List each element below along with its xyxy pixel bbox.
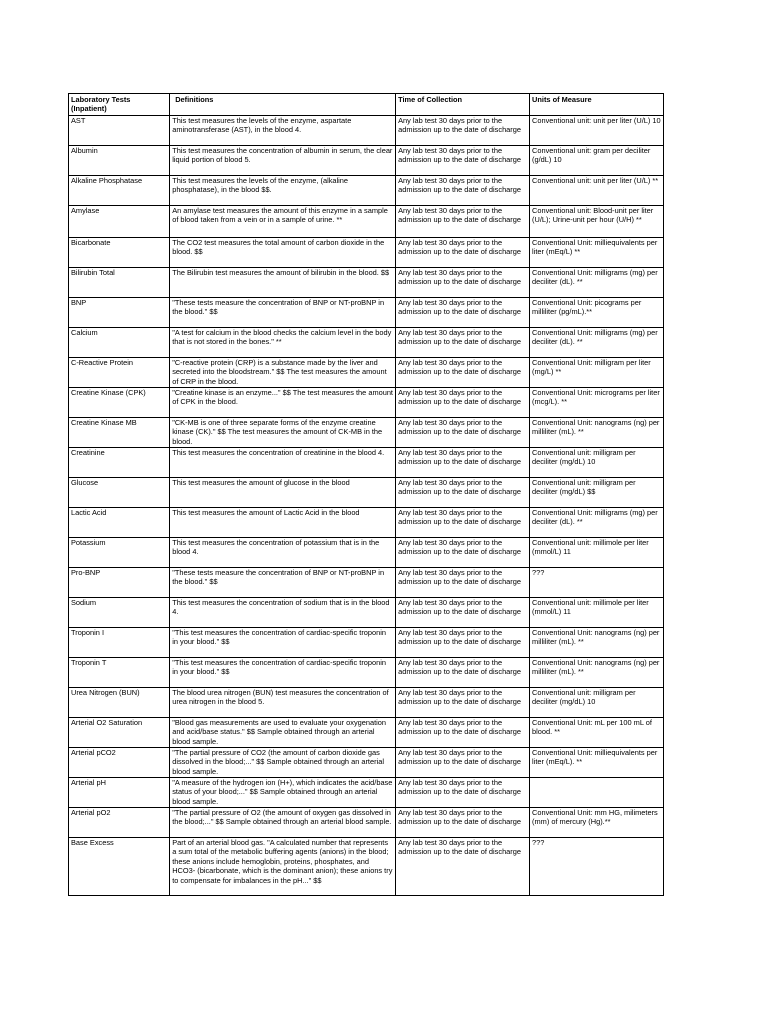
table-row	[69, 778, 664, 808]
lab-test-name: Bilirubin Total	[69, 268, 170, 298]
lab-test-units: Conventional unit: gram per deciliter (g/dL) 10	[530, 146, 664, 176]
lab-test-name: Creatinine	[69, 448, 170, 478]
table-row	[69, 628, 664, 658]
lab-test-units: Conventional Unit: milligrams (mg) per deciliter (dL). **	[530, 508, 664, 538]
lab-test-name: Alkaline Phosphatase	[69, 176, 170, 206]
table-row	[69, 538, 664, 568]
lab-test-units: Conventional unit: milligram per deciliter (mg/dL) 10	[530, 688, 664, 718]
lab-test-definition: "Blood gas measurements are used to evaluate your oxygenation and acid/base status." $$ Sample obtained through an arterial blood sample.	[170, 718, 396, 748]
lab-test-units: Conventional Unit: mm HG, milimeters (mm) of mercury (Hg).**	[530, 808, 664, 838]
lab-test-collection-time: Any lab test 30 days prior to the admission up to the date of discharge	[396, 418, 530, 448]
lab-test-definition: This test measures the levels of the enzyme, (alkaline phosphatase), in the blood $$.	[170, 176, 396, 206]
lab-test-units: Conventional Unit: nanograms (ng) per milliliter (mL). **	[530, 628, 664, 658]
header-time-of-collection: Time of Collection	[396, 94, 530, 116]
lab-test-collection-time: Any lab test 30 days prior to the admission up to the date of discharge	[396, 358, 530, 388]
lab-test-units: ???	[530, 838, 664, 896]
lab-test-collection-time: Any lab test 30 days prior to the admission up to the date of discharge	[396, 206, 530, 238]
table-row	[69, 688, 664, 718]
lab-test-collection-time: Any lab test 30 days prior to the admission up to the date of discharge	[396, 808, 530, 838]
lab-test-collection-time: Any lab test 30 days prior to the admission up to the date of discharge	[396, 116, 530, 146]
table-row	[69, 748, 664, 778]
lab-test-definition: "This test measures the concentration of cardiac-specific troponin in your blood." $$	[170, 628, 396, 658]
lab-test-name: Creatine Kinase MB	[69, 418, 170, 448]
table-row	[69, 508, 664, 538]
table-row	[69, 358, 664, 388]
table-row	[69, 838, 664, 896]
lab-test-collection-time: Any lab test 30 days prior to the admission up to the date of discharge	[396, 748, 530, 778]
lab-test-definition: This test measures the amount of Lactic Acid in the blood	[170, 508, 396, 538]
lab-test-collection-time: Any lab test 30 days prior to the admission up to the date of discharge	[396, 388, 530, 418]
lab-test-collection-time: Any lab test 30 days prior to the admission up to the date of discharge	[396, 718, 530, 748]
lab-test-collection-time: Any lab test 30 days prior to the admission up to the date of discharge	[396, 778, 530, 808]
lab-test-definition: "The partial pressure of CO2 (the amount of carbon dioxide gas dissolved in the blood;..." $$ Sample obtained through an arterial blood sample.	[170, 748, 396, 778]
lab-test-collection-time: Any lab test 30 days prior to the admission up to the date of discharge	[396, 478, 530, 508]
lab-test-name: Creatine Kinase (CPK)	[69, 388, 170, 418]
lab-test-name: AST	[69, 116, 170, 146]
lab-test-definition: This test measures the concentration of potassium that is in the blood 4.	[170, 538, 396, 568]
table-row	[69, 418, 664, 448]
lab-test-definition: "This test measures the concentration of cardiac-specific troponin in your blood." $$	[170, 658, 396, 688]
lab-test-name: Glucose	[69, 478, 170, 508]
lab-test-collection-time: Any lab test 30 days prior to the admission up to the date of discharge	[396, 568, 530, 598]
lab-test-units: Conventional unit: milligram per deciliter (mg/dL) 10	[530, 448, 664, 478]
lab-test-units: Conventional Unit: milligrams (mg) per deciliter (dL). **	[530, 328, 664, 358]
lab-test-definition: An amylase test measures the amount of this enzyme in a sample of blood taken from a vein or in a sample of urine. **	[170, 206, 396, 238]
lab-test-units: Conventional Unit: nanograms (ng) per milliliter (mL). **	[530, 658, 664, 688]
lab-test-collection-time: Any lab test 30 days prior to the admission up to the date of discharge	[396, 688, 530, 718]
lab-test-name: Albumin	[69, 146, 170, 176]
table-row	[69, 598, 664, 628]
lab-test-definition: The Bilirubin test measures the amount of bilirubin in the blood. $$	[170, 268, 396, 298]
lab-test-collection-time: Any lab test 30 days prior to the admission up to the date of discharge	[396, 328, 530, 358]
lab-test-units: Conventional unit: unit per liter (U/L) 10	[530, 116, 664, 146]
lab-test-name: Urea Nitrogen (BUN)	[69, 688, 170, 718]
lab-test-definition: "Creatine kinase is an enzyme..." $$ The test measures the amount of CPK in the blood.	[170, 388, 396, 418]
lab-test-name: Troponin T	[69, 658, 170, 688]
table-row	[69, 568, 664, 598]
lab-test-collection-time: Any lab test 30 days prior to the admission up to the date of discharge	[396, 598, 530, 628]
lab-test-name: Lactic Acid	[69, 508, 170, 538]
lab-test-name: Bicarbonate	[69, 238, 170, 268]
lab-test-definition: This test measures the amount of glucose in the blood	[170, 478, 396, 508]
lab-test-name: Base Excess	[69, 838, 170, 896]
lab-test-definition: "These tests measure the concentration of BNP or NT-proBNP in the blood." $$	[170, 568, 396, 598]
lab-test-units: Conventional Unit: picograms per milliliter (pg/mL).**	[530, 298, 664, 328]
table-row	[69, 116, 664, 146]
lab-test-collection-time: Any lab test 30 days prior to the admission up to the date of discharge	[396, 298, 530, 328]
table-row	[69, 268, 664, 298]
lab-test-collection-time: Any lab test 30 days prior to the admission up to the date of discharge	[396, 628, 530, 658]
lab-test-name: Amylase	[69, 206, 170, 238]
table-row	[69, 328, 664, 358]
lab-test-definition: "C-reactive protein (CRP) is a substance made by the liver and secreted into the bloodstream." $$ The test measures the amount of CRP in the blood.	[170, 358, 396, 388]
table-row	[69, 298, 664, 328]
header-definitions: Definitions	[170, 94, 396, 116]
lab-test-name: Arterial pH	[69, 778, 170, 808]
lab-test-definition: This test measures the concentration of sodium that is in the blood 4.	[170, 598, 396, 628]
lab-test-units: Conventional Unit: micrograms per liter (mcg/L). **	[530, 388, 664, 418]
lab-test-units: Conventional Unit: milligrams (mg) per deciliter (dL). **	[530, 268, 664, 298]
lab-test-units	[530, 778, 664, 808]
lab-test-definition: This test measures the concentration of creatinine in the blood 4.	[170, 448, 396, 478]
table-row	[69, 238, 664, 268]
lab-test-definition: This test measures the levels of the enzyme, aspartate aminotransferase (AST), in the blood 4.	[170, 116, 396, 146]
table-row	[69, 448, 664, 478]
table-row	[69, 478, 664, 508]
lab-test-units: Conventional Unit: milliequivalents per liter (mEq/L). **	[530, 748, 664, 778]
lab-test-definition: The blood urea nitrogen (BUN) test measures the concentration of urea nitrogen in the blood 5.	[170, 688, 396, 718]
lab-test-units: Conventional unit: Blood-unit per liter (U/L); Urine-unit per hour (U/H) **	[530, 206, 664, 238]
lab-test-name: Troponin I	[69, 628, 170, 658]
lab-test-name: Potassium	[69, 538, 170, 568]
lab-test-collection-time: Any lab test 30 days prior to the admission up to the date of discharge	[396, 268, 530, 298]
lab-test-name: BNP	[69, 298, 170, 328]
table-row	[69, 658, 664, 688]
lab-test-name: Arterial pCO2	[69, 748, 170, 778]
lab-test-units: Conventional unit: millimole per liter (mmol/L) 11	[530, 598, 664, 628]
lab-test-units: ???	[530, 568, 664, 598]
lab-test-collection-time: Any lab test 30 days prior to the admission up to the date of discharge	[396, 538, 530, 568]
lab-test-collection-time: Any lab test 30 days prior to the admission up to the date of discharge	[396, 508, 530, 538]
lab-test-units: Conventional Unit: milliequivalents per liter (mEq/L) **	[530, 238, 664, 268]
lab-test-name: Arterial O2 Saturation	[69, 718, 170, 748]
lab-test-units: Conventional unit: milligram per deciliter (mg/dL) $$	[530, 478, 664, 508]
lab-test-definition: "A measure of the hydrogen ion (H+), which indicates the acid/base status of your blood;..." $$ Sample obtained through an arterial blood sample.	[170, 778, 396, 808]
lab-test-collection-time: Any lab test 30 days prior to the admission up to the date of discharge	[396, 448, 530, 478]
lab-test-definition: "A test for calcium in the blood checks the calcium level in the body that is not stored in the bones." **	[170, 328, 396, 358]
lab-test-definition: "CK-MB is one of three separate forms of the enzyme creatine kinase (CK)." $$ The test measures the amount of CK-MB in the blood.	[170, 418, 396, 448]
lab-test-definition: "These tests measure the concentration of BNP or NT-proBNP in the blood." $$	[170, 298, 396, 328]
table-body	[69, 116, 664, 896]
table-row	[69, 176, 664, 206]
lab-test-name: Pro-BNP	[69, 568, 170, 598]
lab-test-units: Conventional Unit: nanograms (ng) per milliliter (mL). **	[530, 418, 664, 448]
table-row	[69, 146, 664, 176]
lab-test-units: Conventional Unit: milligram per liter (mg/L) **	[530, 358, 664, 388]
table-row	[69, 808, 664, 838]
header-laboratory-tests: Laboratory Tests (Inpatient)	[69, 94, 170, 116]
lab-test-name: Calcium	[69, 328, 170, 358]
lab-test-collection-time: Any lab test 30 days prior to the admission up to the date of discharge	[396, 658, 530, 688]
lab-test-definition: "The partial pressure of O2 (the amount of oxygen gas dissolved in the blood;..." $$ Sample obtained through an arterial blood sample.	[170, 808, 396, 838]
lab-test-units: Conventional unit: unit per liter (U/L) **	[530, 176, 664, 206]
lab-test-definition: The CO2 test measures the total amount of carbon dioxide in the blood. $$	[170, 238, 396, 268]
lab-test-name: C-Reactive Protein	[69, 358, 170, 388]
table-header-row	[69, 94, 664, 116]
lab-test-definition: This test measures the concentration of albumin in serum, the clear liquid portion of blood 5.	[170, 146, 396, 176]
table-row	[69, 206, 664, 238]
lab-test-collection-time: Any lab test 30 days prior to the admission up to the date of discharge	[396, 238, 530, 268]
lab-test-name: Arterial pO2	[69, 808, 170, 838]
lab-test-collection-time: Any lab test 30 days prior to the admission up to the date of discharge	[396, 146, 530, 176]
lab-test-collection-time: Any lab test 30 days prior to the admission up to the date of discharge	[396, 176, 530, 206]
lab-test-name: Sodium	[69, 598, 170, 628]
lab-test-collection-time: Any lab test 30 days prior to the admission up to the date of discharge	[396, 838, 530, 896]
table-row	[69, 718, 664, 748]
lab-test-definition: Part of an arterial blood gas. "A calculated number that represents a sum total of the metabolic buffering agents (anions) in the blood; these anions include hemoglobin, proteins, phosphates, and HCO3- (bicarbonate, which is the dominant anion); these anions try to compensate for imbalances in the pH..." $$	[170, 838, 396, 896]
header-units-of-measure: Units of Measure	[530, 94, 664, 116]
lab-test-units: Conventional Unit: mL per 100 mL of blood. **	[530, 718, 664, 748]
lab-test-units: Conventional unit: millimole per liter (mmol/L) 11	[530, 538, 664, 568]
table-row	[69, 388, 664, 418]
lab-tests-table	[68, 93, 664, 896]
